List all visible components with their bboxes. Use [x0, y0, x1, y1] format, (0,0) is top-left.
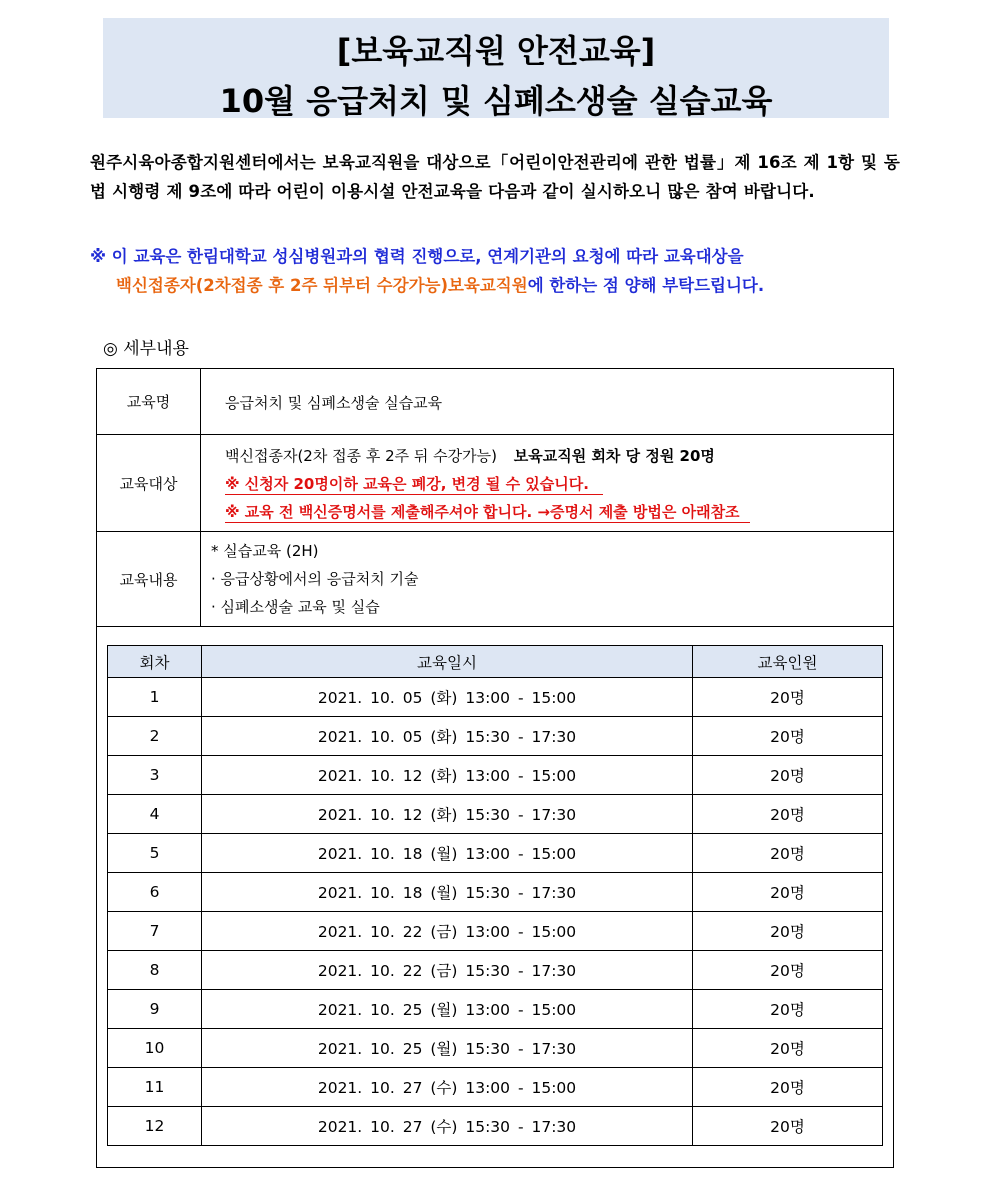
title-line-1: [보육교직원 안전교육] [336, 32, 656, 70]
target-note-1: ※ 신청자 20명이하 교육은 폐강, 변경 될 수 있습니다. [225, 475, 603, 495]
details-table [96, 368, 894, 1168]
session-datetime: 2021. 10. 25 (월) 15:30 - 17:30 [202, 1029, 693, 1068]
session-number: 2 [108, 717, 202, 756]
course-name-value: 응급처치 및 심폐소생술 실습교육 [225, 394, 443, 412]
table-row [108, 1029, 883, 1068]
session-datetime: 2021. 10. 12 (화) 13:00 - 15:00 [202, 756, 693, 795]
session-datetime: 2021. 10. 12 (화) 15:30 - 17:30 [202, 795, 693, 834]
table-row [108, 795, 883, 834]
target-note-2: ※ 교육 전 백신증명서를 제출해주셔야 합니다. →증명서 제출 방법은 아래참조 [225, 503, 750, 523]
schedule-header-row [108, 646, 883, 678]
session-number: 4 [108, 795, 202, 834]
table-row [108, 951, 883, 990]
target-line-1a: 백신접종자(2차 접종 후 2주 뒤 수강가능) [225, 447, 497, 465]
table-row [108, 1107, 883, 1146]
target-label: 교육대상 [97, 435, 201, 531]
session-number: 1 [108, 678, 202, 717]
content-line-2: · 응급상황에서의 응급처치 기술 [211, 570, 419, 588]
session-number: 3 [108, 756, 202, 795]
table-row [108, 990, 883, 1029]
session-capacity: 20명 [693, 795, 883, 834]
session-capacity: 20명 [693, 834, 883, 873]
session-number: 5 [108, 834, 202, 873]
table-row [108, 756, 883, 795]
content-label: 교육내용 [97, 532, 201, 626]
session-capacity: 20명 [693, 873, 883, 912]
table-row [108, 678, 883, 717]
target-line-1b: 보육교직원 회차 당 정원 20명 [513, 447, 715, 465]
content-line-3: · 심폐소생술 교육 및 실습 [211, 598, 380, 616]
content-line-1: * 실습교육 (2H) [211, 542, 319, 560]
row-content [97, 532, 893, 627]
table-row [108, 717, 883, 756]
session-number: 10 [108, 1029, 202, 1068]
header-session: 회차 [108, 646, 202, 678]
session-datetime: 2021. 10. 05 (화) 15:30 - 17:30 [202, 717, 693, 756]
table-row [108, 912, 883, 951]
session-capacity: 20명 [693, 990, 883, 1029]
notice-line-2 [90, 271, 910, 300]
table-row [108, 1068, 883, 1107]
section-heading: ◎ 세부내용 [103, 339, 189, 359]
session-number: 7 [108, 912, 202, 951]
session-capacity: 20명 [693, 756, 883, 795]
title-line-2: 10월 응급처치 및 심폐소생술 실습교육 [219, 82, 773, 120]
session-capacity: 20명 [693, 717, 883, 756]
notice-line-2-rest: 에 한하는 점 양해 부탁드립니다. [527, 276, 765, 295]
session-datetime: 2021. 10. 27 (수) 13:00 - 15:00 [202, 1068, 693, 1107]
session-number: 9 [108, 990, 202, 1029]
schedule-table [107, 645, 883, 1146]
session-datetime: 2021. 10. 27 (수) 15:30 - 17:30 [202, 1107, 693, 1146]
session-datetime: 2021. 10. 22 (금) 13:00 - 15:00 [202, 912, 693, 951]
header-datetime: 교육일시 [202, 646, 693, 678]
session-capacity: 20명 [693, 912, 883, 951]
intro-paragraph: 원주시육아종합지원센터에서는 보육교직원을 대상으로「어린이안전관리에 관한 법률」제 16조 제 1항 및 동법 시행령 제 9조에 따라 어린이 이용시설 안전교육을 다음과 같이 실시하오니 많은 참여 바랍니다. [90, 153, 900, 201]
session-datetime: 2021. 10. 18 (월) 15:30 - 17:30 [202, 873, 693, 912]
session-capacity: 20명 [693, 1029, 883, 1068]
table-row [108, 873, 883, 912]
session-capacity: 20명 [693, 1107, 883, 1146]
course-name-label: 교육명 [97, 369, 201, 434]
session-datetime: 2021. 10. 25 (월) 13:00 - 15:00 [202, 990, 693, 1029]
table-row [108, 834, 883, 873]
session-number: 8 [108, 951, 202, 990]
notice-highlight: 백신접종자(2차접종 후 2주 뒤부터 수강가능)보육교직원 [116, 276, 528, 295]
session-number: 12 [108, 1107, 202, 1146]
notice-line-1: ※ 이 교육은 한림대학교 성심병원과의 협력 진행으로, 연계기관의 요청에 따라 교육대상을 [90, 247, 744, 266]
session-datetime: 2021. 10. 22 (금) 15:30 - 17:30 [202, 951, 693, 990]
session-number: 6 [108, 873, 202, 912]
session-number: 11 [108, 1068, 202, 1107]
session-datetime: 2021. 10. 18 (월) 13:00 - 15:00 [202, 834, 693, 873]
row-target [97, 435, 893, 532]
header-capacity: 교육인원 [693, 646, 883, 678]
session-capacity: 20명 [693, 678, 883, 717]
session-datetime: 2021. 10. 05 (화) 13:00 - 15:00 [202, 678, 693, 717]
session-capacity: 20명 [693, 951, 883, 990]
notice [90, 242, 910, 300]
row-course-name [97, 369, 893, 435]
session-capacity: 20명 [693, 1068, 883, 1107]
title-banner [103, 18, 889, 118]
